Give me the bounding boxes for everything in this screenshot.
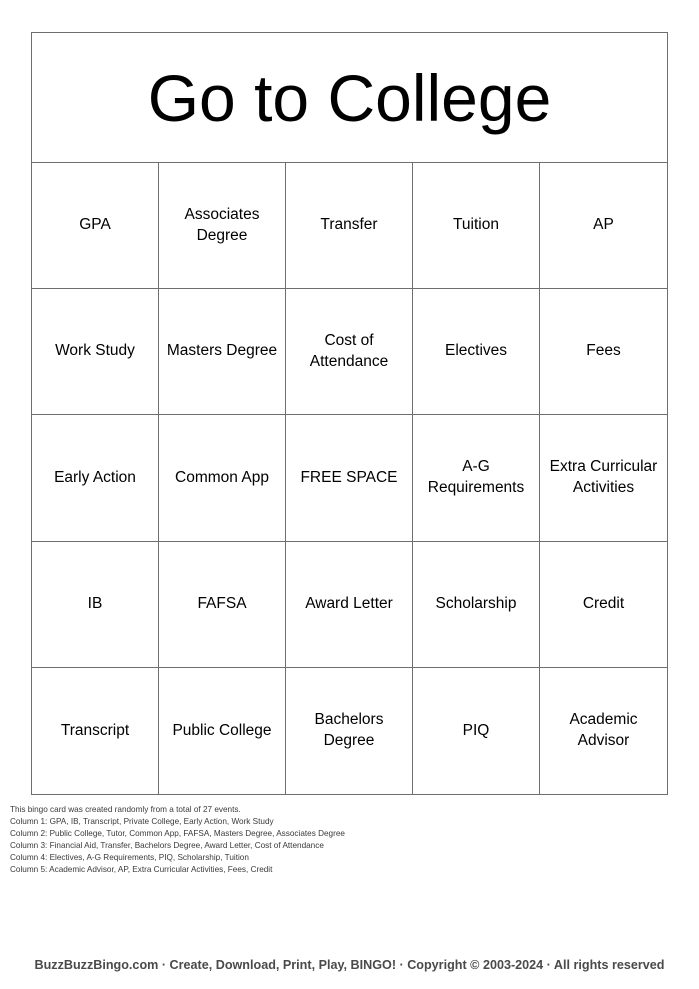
card-title-row [32,33,667,163]
bingo-cell[interactable] [159,289,286,415]
fineprint-line: Column 4: Electives, A-G Requirements, PIQ, Scholarship, Tuition [10,853,249,863]
bingo-cell[interactable] [540,415,667,541]
bingo-cell-label: Academic Advisor [569,711,638,749]
bingo-cell-label: Associates Degree [184,205,260,244]
bingo-cell[interactable] [159,542,286,668]
fineprint-line: Column 5: Academic Advisor, AP, Extra Curricular Activities, Fees, Credit [10,865,273,875]
bingo-cell-label: Bachelors Degree [314,711,384,749]
footer-text: BuzzBuzzBingo.com · Create, Download, Print, Play, BINGO! · Copyright © 2003-2024 · All rights reserved [34,958,665,972]
bingo-cell-label: AP [593,216,614,234]
bingo-cell-label: FREE SPACE [300,468,398,486]
bingo-cell-label: Scholarship [435,594,517,612]
bingo-cell-label: Public College [172,721,272,739]
fineprint-line: Column 2: Public College, Tutor, Common App, FAFSA, Masters Degree, Associates Degree [10,829,345,839]
bingo-cell[interactable] [286,415,413,541]
bingo-cell[interactable] [413,542,540,668]
bingo-cell-label: Work Study [55,342,135,360]
bingo-cell[interactable] [413,163,540,289]
bingo-cell[interactable] [286,542,413,668]
bingo-cell-label: IB [87,594,103,612]
bingo-cell[interactable] [540,542,667,668]
bingo-cell[interactable] [159,163,286,289]
bingo-cell[interactable] [413,415,540,541]
bingo-cell[interactable] [286,668,413,794]
bingo-cell[interactable] [540,163,667,289]
bingo-cell-label: Transfer [320,216,378,234]
bingo-cell[interactable] [540,289,667,415]
fineprint-line: Column 3: Financial Aid, Transfer, Bachelors Degree, Award Letter, Cost of Attendance [10,841,324,851]
bingo-cell[interactable] [286,163,413,289]
fineprint-block [10,804,690,877]
bingo-cell-label: PIQ [462,721,490,739]
bingo-cell-label: Early Action [54,468,136,486]
bingo-grid [32,163,667,794]
bingo-cell[interactable] [32,668,159,794]
bingo-cell[interactable] [32,542,159,668]
bingo-cell-label: Cost of Attendance [309,332,389,370]
bingo-cell[interactable] [32,415,159,541]
bingo-cell-label: Extra Curricular Activities [549,458,658,496]
bingo-cell-label: GPA [79,216,111,234]
bingo-cell-label: Common App [175,468,269,486]
fineprint-line: This bingo card was created randomly from a total of 27 events. [10,805,241,814]
bingo-cell[interactable] [413,668,540,794]
bingo-cell-label: Masters Degree [166,342,278,360]
bingo-cell[interactable] [32,163,159,289]
bingo-cell[interactable] [540,668,667,794]
bingo-cell-label: Electives [444,342,508,360]
bingo-cell[interactable] [159,415,286,541]
bingo-cell-label: Transcript [60,721,130,739]
bingo-cell-label: Award Letter [305,594,393,612]
card-title: Go to College [147,60,552,135]
fineprint-line: Column 1: GPA, IB, Transcript, Private College, Early Action, Work Study [10,817,274,827]
bingo-card [31,32,668,795]
bingo-cell-label: Credit [582,594,625,612]
bingo-cell-label: Fees [586,342,621,360]
bingo-cell-label: FAFSA [197,594,247,612]
bingo-cell[interactable] [159,668,286,794]
bingo-cell[interactable] [413,289,540,415]
bingo-cell[interactable] [286,289,413,415]
bingo-cell-label: Tuition [453,216,499,234]
bingo-cell[interactable] [32,289,159,415]
bingo-cell-label: A-G Requirements [427,458,525,496]
